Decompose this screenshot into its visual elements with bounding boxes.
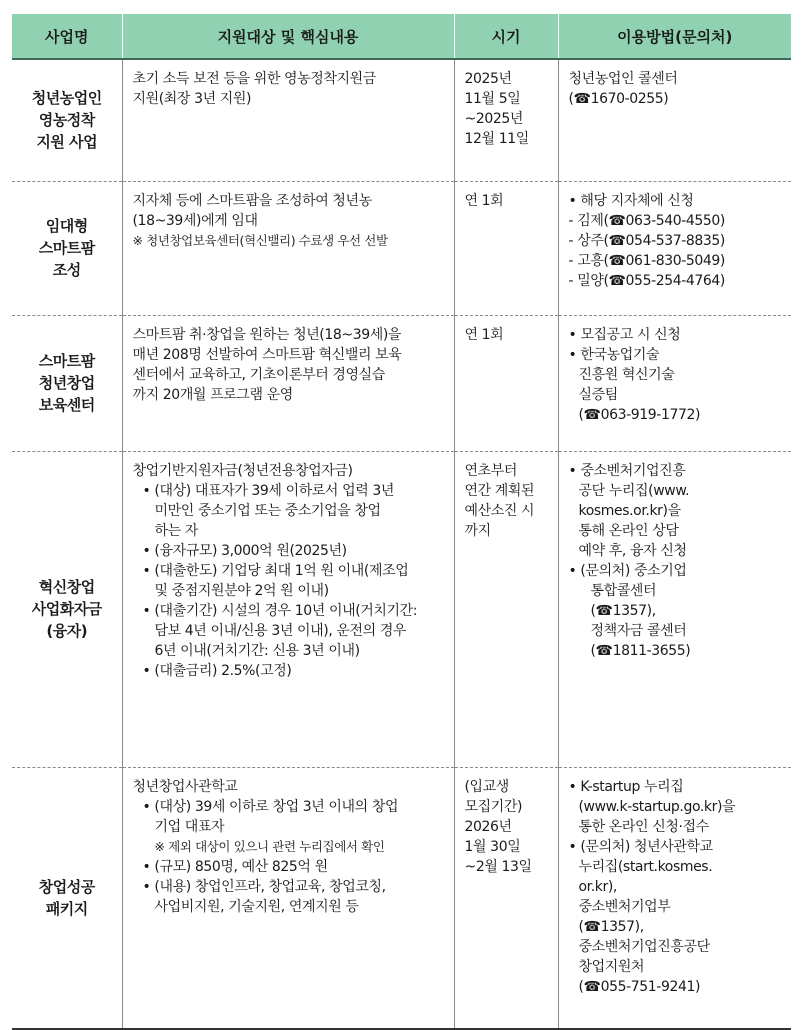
contact-cell bbox=[558, 59, 791, 181]
contact-line: • 한국농업기술 bbox=[568, 346, 660, 363]
period-line: 예산소진 시 bbox=[464, 502, 535, 519]
contact-line: (☎1811-3655) bbox=[590, 642, 691, 659]
content-line: 사업비지원, 기술지원, 연계지원 등 bbox=[154, 898, 359, 915]
program-name-line: 영농정착 bbox=[38, 111, 95, 130]
contact-line: (☎063-919-1772) bbox=[578, 406, 701, 423]
content-line: 지원(최장 3년 지원) bbox=[132, 91, 252, 107]
period-line: ~2025년 bbox=[464, 111, 523, 127]
period-cell bbox=[454, 59, 558, 181]
contact-line: - 밀양(☎055-254-4764) bbox=[568, 272, 725, 289]
contact-line: - 김제(☎063-540-4550) bbox=[568, 212, 725, 229]
header-period: 시기 bbox=[454, 14, 558, 59]
program-name-line: 임대형 bbox=[45, 217, 88, 235]
contact-line: 통합콜센터 bbox=[590, 582, 657, 599]
contact-cell bbox=[558, 181, 791, 315]
program-name-line: 스마트팜 bbox=[38, 352, 95, 370]
contact-line: • (문의처) 중소기업 bbox=[568, 562, 687, 579]
content-cell bbox=[122, 181, 454, 315]
table-row bbox=[12, 451, 791, 767]
contact-line: (☎1357), bbox=[578, 918, 644, 935]
program-name-cell bbox=[12, 451, 122, 767]
content-line: • (융자규모) 3,000억 원(2025년) bbox=[142, 542, 347, 559]
period-line: 2025년 bbox=[464, 71, 512, 87]
contact-line: • K-startup 누리집 bbox=[568, 778, 684, 795]
contact-line: - 상주(☎054-537-8835) bbox=[568, 232, 725, 249]
period-line: 2026년 bbox=[464, 818, 512, 835]
period-cell bbox=[454, 767, 558, 1029]
table-row bbox=[12, 181, 791, 315]
content-line: 6년 이내(거치기간: 신용 3년 이내) bbox=[154, 642, 360, 659]
program-name-cell bbox=[12, 181, 122, 315]
content-line: (18~39세)에게 임대 bbox=[132, 212, 258, 229]
period-line: 까지 bbox=[464, 522, 491, 539]
content-line: • (대출금리) 2.5%(고정) bbox=[142, 662, 292, 679]
program-name-line: 패키지 bbox=[45, 899, 88, 918]
period-line: 연 1회 bbox=[464, 192, 504, 209]
period-line: 연간 계획된 bbox=[464, 482, 535, 499]
program-name-line: 스마트팜 bbox=[38, 239, 95, 257]
contact-line: or.kr), bbox=[578, 878, 617, 895]
content-line: • (대상) 39세 이하로 창업 3년 이내의 창업 bbox=[142, 798, 399, 815]
contact-line: 청년농업인 콜센터 bbox=[568, 71, 678, 87]
program-name-line: 창업성공 bbox=[38, 877, 95, 896]
period-cell bbox=[454, 315, 558, 451]
content-line: 청년창업사관학교 bbox=[132, 778, 238, 795]
contact-cell bbox=[558, 767, 791, 1029]
table-header-row bbox=[12, 14, 791, 59]
note-line: ※ 제외 대상이 있으니 관련 누리집에서 확인 bbox=[154, 838, 385, 854]
contact-cell bbox=[558, 315, 791, 451]
content-line: 및 중점지원분야 2억 원 이내) bbox=[154, 582, 329, 599]
contact-line: 중소벤처기업진흥공단 bbox=[578, 938, 710, 955]
contact-line: • (문의처) 청년사관학교 bbox=[568, 838, 713, 855]
contact-line: • 중소벤처기업진흥 bbox=[568, 462, 686, 479]
period-line: 모집기간) bbox=[464, 798, 523, 815]
contact-line: 통해 온라인 상담 bbox=[578, 522, 679, 539]
program-name-line: 혁신창업 bbox=[38, 578, 95, 596]
table-row bbox=[12, 767, 791, 1029]
contact-line: (☎1670-0255) bbox=[568, 91, 669, 107]
content-line: • (대상) 대표자가 39세 이하로서 업력 3년 bbox=[142, 482, 395, 499]
program-name-line: 보육센터 bbox=[38, 396, 95, 414]
header-contact: 이용방법(문의처) bbox=[558, 14, 791, 59]
content-line: 센터에서 교육하고, 기초이론부터 경영실습 bbox=[132, 366, 385, 383]
content-cell bbox=[122, 59, 454, 181]
note-line: ※ 청년창업보육센터(혁신밸리) 수료생 우선 선발 bbox=[132, 232, 388, 248]
contact-line: 통한 온라인 신청·접수 bbox=[578, 818, 709, 835]
contact-line: 누리집(start.kosmes. bbox=[578, 858, 713, 875]
header-program-name: 사업명 bbox=[12, 14, 122, 59]
program-name-line: (융자) bbox=[46, 622, 88, 640]
contact-line: - 고흥(☎061-830-5049) bbox=[568, 252, 725, 269]
contact-cell bbox=[558, 451, 791, 767]
content-line: 초기 소득 보전 등을 위한 영농정착지원금 bbox=[132, 71, 376, 87]
program-name-line: 조성 bbox=[52, 261, 81, 279]
contact-line: 진흥원 혁신기술 bbox=[578, 366, 675, 383]
program-name-line: 청년창업 bbox=[38, 374, 95, 392]
content-cell bbox=[122, 315, 454, 451]
contact-line: 정책자금 콜센터 bbox=[590, 622, 687, 639]
contact-line: (☎055-751-9241) bbox=[578, 978, 701, 995]
period-cell bbox=[454, 181, 558, 315]
period-line: (입교생 bbox=[464, 778, 509, 795]
content-line: 창업기반지원자금(청년전용창업자금) bbox=[132, 462, 353, 479]
program-name-line: 사업화자금 bbox=[31, 600, 102, 618]
period-line: 연 1회 bbox=[464, 326, 504, 343]
period-cell bbox=[454, 451, 558, 767]
content-line: 지자체 등에 스마트팜을 조성하여 청년농 bbox=[132, 192, 372, 209]
period-line: 연초부터 bbox=[464, 462, 517, 479]
contact-line: (www.k-startup.go.kr)을 bbox=[578, 798, 736, 815]
contact-line: 예약 후, 융자 신청 bbox=[578, 542, 687, 559]
content-line: • (대출기간) 시설의 경우 10년 이내(거치기간: bbox=[142, 602, 418, 619]
program-name-cell bbox=[12, 767, 122, 1029]
table-row bbox=[12, 59, 791, 181]
period-line: ~2월 13일 bbox=[464, 858, 532, 875]
period-line: 12월 11일 bbox=[464, 131, 529, 147]
content-line: 까지 20개월 프로그램 운영 bbox=[132, 386, 293, 403]
contact-line: 중소벤처기업부 bbox=[578, 898, 671, 915]
program-name-cell bbox=[12, 315, 122, 451]
header-target-content: 지원대상 및 핵심내용 bbox=[122, 14, 454, 59]
program-table bbox=[12, 14, 791, 1030]
contact-line: 공단 누리집(www. bbox=[578, 482, 690, 499]
content-line: • (대출한도) 기업당 최대 1억 원 이내(제조업 bbox=[142, 562, 409, 579]
contact-line: 실증팀 bbox=[578, 386, 618, 403]
content-line: 매년 208명 선발하여 스마트팜 혁신밸리 보육 bbox=[132, 346, 402, 363]
content-cell bbox=[122, 767, 454, 1029]
contact-line: 창업지원처 bbox=[578, 958, 645, 975]
content-line: 담보 4년 이내/신용 3년 이내), 운전의 경우 bbox=[154, 622, 407, 639]
program-name-cell bbox=[12, 59, 122, 181]
contact-line: • 해당 지자체에 신청 bbox=[568, 192, 694, 209]
period-line: 1월 30일 bbox=[464, 838, 521, 855]
contact-line: kosmes.or.kr)을 bbox=[578, 502, 681, 519]
content-line: • (규모) 850명, 예산 825억 원 bbox=[142, 858, 328, 875]
contact-line: (☎1357), bbox=[590, 602, 656, 619]
period-line: 11월 5일 bbox=[464, 91, 521, 107]
content-line: 미만인 중소기업 또는 중소기업을 창업 bbox=[154, 502, 381, 519]
contact-line: • 모집공고 시 신청 bbox=[568, 326, 681, 343]
content-cell bbox=[122, 451, 454, 767]
content-line: • (내용) 창업인프라, 창업교육, 창업코칭, bbox=[142, 878, 386, 895]
program-name-line: 청년농업인 bbox=[31, 89, 102, 108]
content-line: 기업 대표자 bbox=[154, 818, 225, 835]
content-line: 하는 자 bbox=[154, 522, 198, 539]
content-line: 스마트팜 취·창업을 원하는 청년(18~39세)을 bbox=[132, 326, 402, 343]
table-row bbox=[12, 315, 791, 451]
program-name-line: 지원 사업 bbox=[36, 133, 98, 152]
table-body bbox=[12, 59, 791, 1029]
